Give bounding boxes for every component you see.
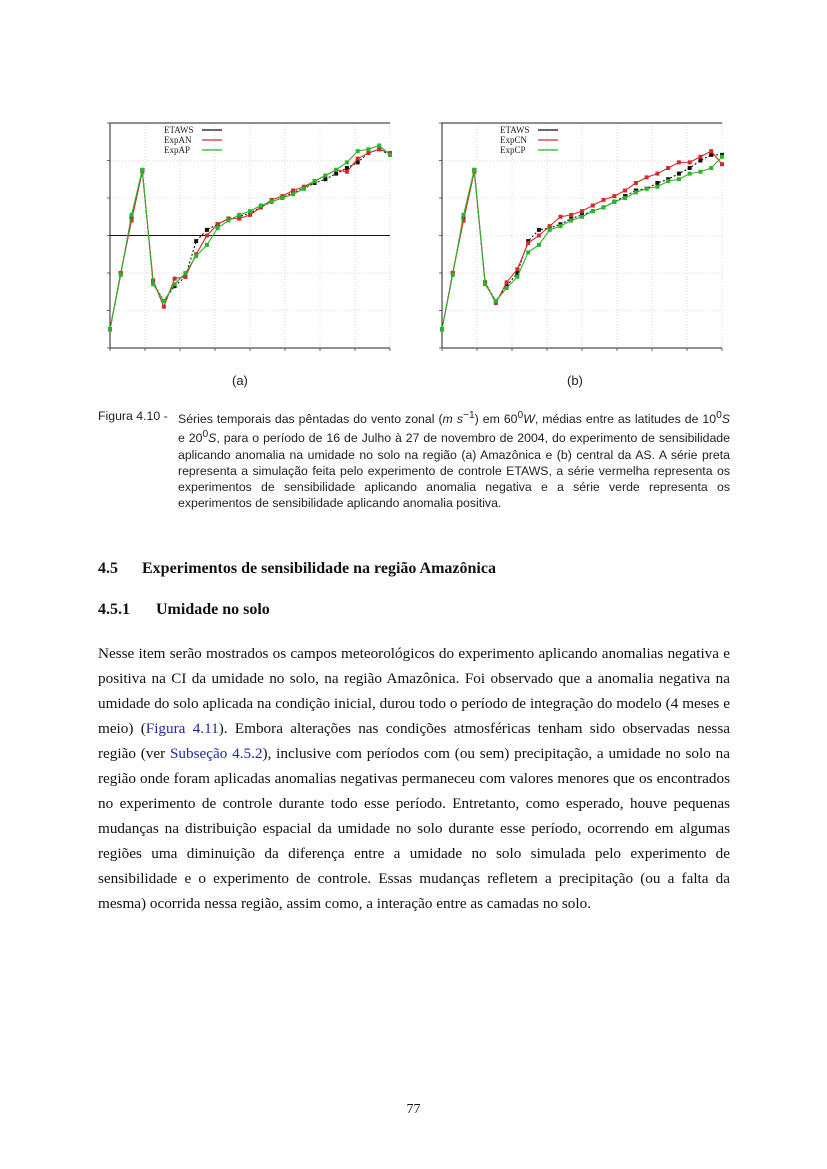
data-point-expap [366, 147, 370, 151]
data-point-expap [302, 187, 306, 191]
legend-label-expap: ExpAP [164, 145, 191, 155]
data-point-expap [313, 179, 317, 183]
data-point-expan [162, 305, 166, 309]
data-point-expcp [666, 179, 670, 183]
caption-s: S [208, 431, 217, 446]
data-point-expap [388, 153, 392, 157]
paragraph-text: Nesse item serão mostrados os campos meteorológicos do experimento aplicando anomalias negativa e positiva na CI da umidade no solo, na região Amazônica. Foi observado que a anomalia negativa na umidade do solo aplicada na condição inicial, durou todo o período de integração do modelo (4 meses e meio) ( [98, 645, 730, 737]
subsection-heading [98, 601, 270, 619]
data-point-expan [173, 277, 177, 281]
figure-caption [98, 408, 730, 511]
caption-text: ) em 60 [474, 412, 518, 427]
legend-label-expan: ExpAN [164, 135, 192, 145]
caption-s: S [721, 412, 730, 427]
subsection-number: 4.5.1 [98, 601, 130, 618]
data-point-etaws [194, 239, 198, 243]
section-heading [98, 560, 496, 578]
data-point-expcp [634, 190, 638, 194]
data-point-expcp [591, 209, 595, 213]
caption-unit-exp: −1 [462, 410, 475, 421]
data-point-expcn [558, 215, 562, 219]
data-point-etaws [323, 177, 327, 181]
data-point-expcp [548, 228, 552, 232]
figure-link[interactable]: Figura 4.11 [145, 720, 219, 737]
data-point-expap [151, 282, 155, 286]
data-point-expap [173, 282, 177, 286]
data-point-expcp [515, 275, 519, 279]
data-point-expcn [645, 175, 649, 179]
data-point-expcn [709, 149, 713, 153]
data-point-expan [216, 222, 220, 226]
data-point-expcp [462, 213, 466, 217]
section-number: 4.5 [98, 560, 118, 577]
data-point-expcp [580, 215, 584, 219]
data-point-expcn [515, 267, 519, 271]
data-point-expap [237, 213, 241, 217]
section-title: Experimentos de sensibilidade na região Amazônica [142, 560, 496, 577]
chart-a [100, 118, 400, 368]
caption-text: , para o período de 16 de Julho à 27 de novembro de 2004, do experimento de sensibilidade aplicando anomalia na umidade no solo na região (a) Amazônica e (b) central da AS. A série preta representa a simulação feita pelo experimento de controle ETAWS, a série vermelha representa os experimentos de sensibilidade aplicando anomalia negativa e a série verde representa os experimentos de sensibilidade aplicando anomalia positiva. [178, 431, 730, 511]
data-point-expcn [537, 234, 541, 238]
data-point-expcp [677, 177, 681, 181]
data-point-expcn [688, 160, 692, 164]
data-point-expcp [558, 224, 562, 228]
data-point-expap [248, 209, 252, 213]
subsection-link[interactable]: Subseção 4.5.2 [169, 745, 263, 762]
data-point-expan [205, 234, 209, 238]
data-point-expcp [526, 250, 530, 254]
data-point-expap [345, 160, 349, 164]
data-point-expcn [655, 172, 659, 176]
data-point-expcn [591, 204, 595, 208]
data-point-expap [216, 226, 220, 230]
data-point-expcp [602, 205, 606, 209]
data-point-expap [280, 196, 284, 200]
page-number: 77 [406, 1102, 421, 1117]
subsection-title: Umidade no solo [156, 601, 270, 618]
data-point-expcn [698, 155, 702, 159]
data-point-expcp [505, 286, 509, 290]
data-point-expap [334, 168, 338, 172]
data-point-etaws [677, 172, 681, 176]
panel-label-a: (a) [232, 373, 248, 388]
data-point-expcp [494, 299, 498, 303]
data-point-expcn [634, 181, 638, 185]
caption-unit-m: m [442, 412, 453, 427]
data-point-expan [366, 151, 370, 155]
data-point-expcp [569, 219, 573, 223]
data-point-expcp [645, 187, 649, 191]
data-point-expan [356, 157, 360, 161]
data-point-expcp [451, 273, 455, 277]
data-point-expap [259, 204, 263, 208]
data-point-expcn [602, 198, 606, 202]
data-point-expcp [472, 168, 476, 172]
caption-text: Séries temporais das pêntadas do vento zonal ( [178, 412, 443, 427]
data-point-expap [140, 168, 144, 172]
caption-degree: 0 [716, 410, 722, 421]
data-point-expap [194, 254, 198, 258]
caption-degree: 0 [517, 410, 524, 421]
data-point-expap [226, 219, 230, 223]
data-point-expan [377, 147, 381, 151]
data-point-expap [323, 174, 327, 178]
data-point-expcp [483, 282, 487, 286]
data-point-expap [162, 299, 166, 303]
data-point-etaws [698, 159, 702, 163]
data-point-expan [345, 170, 349, 174]
data-point-expap [291, 192, 295, 196]
data-point-etaws [537, 228, 541, 232]
caption-unit-s: s [456, 412, 463, 427]
paragraph-text: ). Embora alterações nas condições atmosféricas tenham sido observadas nessa região (ver [98, 720, 730, 762]
data-point-expcn [548, 224, 552, 228]
data-point-expcn [623, 189, 627, 193]
data-point-expap [108, 327, 112, 331]
data-point-expan [183, 275, 187, 279]
data-point-expcn [526, 241, 530, 245]
chart-a-svg [100, 118, 400, 368]
data-point-expap [270, 200, 274, 204]
data-point-expcn [720, 162, 724, 166]
caption-w: W [523, 412, 535, 427]
data-point-expcn [569, 213, 573, 217]
data-point-expcn [677, 160, 681, 164]
data-point-expcp [720, 155, 724, 159]
body-paragraph [98, 641, 730, 916]
data-point-expan [248, 213, 252, 217]
data-point-expap [119, 273, 123, 277]
data-point-expap [205, 243, 209, 247]
data-point-etaws [334, 172, 338, 176]
caption-text: e 20 [178, 431, 203, 446]
data-point-etaws [205, 228, 209, 232]
data-point-expcp [537, 243, 541, 247]
data-point-expap [356, 149, 360, 153]
data-point-expcp [688, 172, 692, 176]
caption-body [178, 408, 730, 511]
paragraph-text: ), inclusive com períodos com (ou sem) precipitação, a umidade no solo na região onde foram aplicadas anomalias negativas permaneceu com valores menores que os encontrados no experimento de controle durante todo esse período. Entretanto, como esperado, houve pequenas mudanças na distribuição espacial da umidade no solo durante esse período, ocorrendo em algumas regiões uma diminuição da diferença entre a umidade no solo simulada pelo experimento de sensibilidade e o experimento de controle. Essas mudanças refletem a precipitação (ou a falta da mesma) ocorrida nessa região, assim como, a interação entre as camadas no solo. [98, 745, 730, 912]
data-point-expcp [623, 196, 627, 200]
data-point-expcp [709, 166, 713, 170]
caption-degree: 0 [202, 429, 209, 441]
chart-b-svg [432, 118, 732, 368]
data-point-expcp [612, 200, 616, 204]
data-point-etaws [655, 181, 659, 185]
caption-lead: Figura 4.10 - [98, 409, 168, 423]
data-point-expap [183, 271, 187, 275]
data-point-expap [130, 213, 134, 217]
caption-text: , médias entre as latitudes de 10 [534, 412, 717, 427]
data-point-expcn [666, 166, 670, 170]
chart-b [432, 118, 732, 368]
data-point-etaws [688, 166, 692, 170]
legend-label-etaws: ETAWS [500, 125, 530, 135]
legend-label-expcp: ExpCP [500, 145, 526, 155]
data-point-expcn [505, 280, 509, 284]
data-point-expcp [698, 170, 702, 174]
data-point-expcn [580, 209, 584, 213]
legend-label-etaws: ETAWS [164, 125, 194, 135]
data-point-expcp [655, 185, 659, 189]
data-point-expan [291, 189, 295, 193]
legend-label-expcn: ExpCN [500, 135, 527, 145]
data-point-expcn [612, 194, 616, 198]
panel-label-b: (b) [567, 373, 583, 388]
data-point-expap [377, 144, 381, 148]
data-point-expan [237, 217, 241, 221]
data-point-expcp [440, 327, 444, 331]
